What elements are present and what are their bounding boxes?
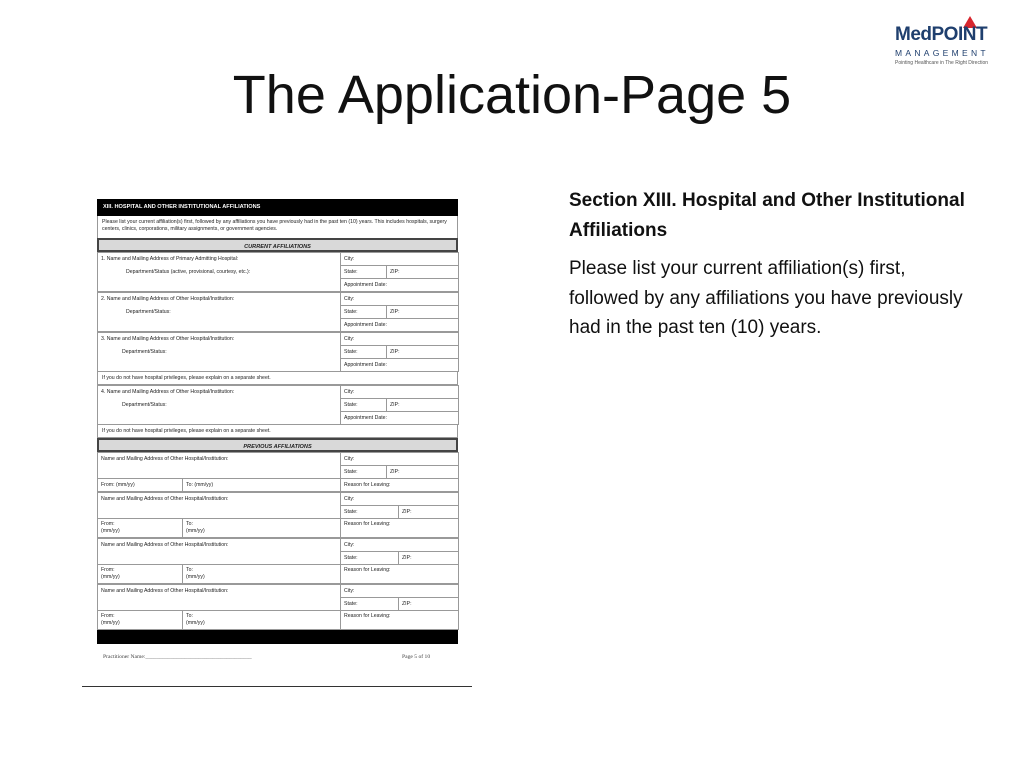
zip-field: ZIP: — [387, 306, 459, 319]
zip-field: ZIP: — [387, 346, 459, 359]
zip-field: ZIP: — [399, 506, 459, 519]
state-field: State: — [341, 506, 399, 519]
logo-brand: MedPOINT — [895, 24, 988, 45]
section-heading: Section XIII. Hospital and Other Institutional Affiliations — [569, 190, 965, 241]
form-footer — [97, 644, 458, 674]
city-field: City: — [341, 386, 459, 399]
appointment-date-field: Appointment Date: — [341, 319, 459, 332]
appointment-date-field: Appointment Date: — [341, 359, 459, 372]
section-body: Please list your current affiliation(s) first, followed by any affiliations you have previously had in the past ten (10) years. — [569, 258, 963, 338]
state-field: State: — [341, 552, 399, 565]
previous-name-label: Name and Mailing Address of Other Hospital/Institution: — [98, 585, 341, 598]
to-field: To: (mm/yy) — [183, 479, 341, 492]
zip-field: ZIP: — [399, 552, 459, 565]
previous-name-label: Name and Mailing Address of Other Hospital/Institution: — [98, 539, 341, 552]
medpoint-logo — [893, 16, 1005, 70]
reason-field: Reason for Leaving: — [341, 611, 459, 630]
previous-name-label: Name and Mailing Address of Other Hospital/Institution: — [98, 453, 341, 466]
form-bottom-rule — [82, 686, 472, 687]
from-field: From: (mm/yy) — [98, 519, 183, 538]
reason-field: Reason for Leaving: — [341, 565, 459, 584]
previous-affiliation-4 — [97, 584, 459, 630]
form-intro: Please list your current affiliation(s) first, followed by any affiliations you have previously had in the past ten (10) years. This includes hospitals, surgery centers, clinics, corporations, military assignments, or government agencies. — [97, 216, 458, 238]
form-section-header: XIII. HOSPITAL AND OTHER INSTITUTIONAL AFFILIATIONS — [97, 199, 458, 216]
previous-affiliation-3 — [97, 538, 459, 584]
affiliation-dept-label: Department/Status: — [98, 399, 341, 412]
current-affiliations-heading: CURRENT AFFILIATIONS — [97, 238, 458, 252]
current-affiliation-4 — [97, 385, 459, 425]
zip-field: ZIP: — [399, 598, 459, 611]
affiliation-name-label: 3. Name and Mailing Address of Other Hospital/Institution: — [98, 333, 341, 346]
state-field: State: — [341, 346, 387, 359]
city-field: City: — [341, 453, 459, 466]
state-field: State: — [341, 466, 387, 479]
current-affiliation-1 — [97, 252, 459, 292]
appointment-date-field: Appointment Date: — [341, 412, 459, 425]
affiliation-name-label: 1. Name and Mailing Address of Primary Admitting Hospital: — [98, 253, 341, 266]
to-field: To: (mm/yy) — [183, 611, 341, 630]
city-field: City: — [341, 539, 459, 552]
city-field: City: — [341, 253, 459, 266]
affiliation-dept-label: Department/Status (active, provisional, courtesy, etc.): — [98, 266, 341, 279]
state-field: State: — [341, 598, 399, 611]
state-field: State: — [341, 266, 387, 279]
affiliation-name-label: 4. Name and Mailing Address of Other Hospital/Institution: — [98, 386, 341, 399]
previous-name-label: Name and Mailing Address of Other Hospital/Institution: — [98, 493, 341, 506]
state-field: State: — [341, 399, 387, 412]
affiliation-dept-label: Department/Status: — [98, 306, 341, 319]
reason-field: Reason for Leaving: — [341, 479, 459, 492]
affiliation-dept-label: Department/Status: — [98, 346, 341, 359]
state-field: State: — [341, 306, 387, 319]
zip-field: ZIP: — [387, 399, 459, 412]
privileges-note: If you do not have hospital privileges, please explain on a separate sheet. — [97, 425, 458, 438]
form-footer-bar — [97, 630, 458, 644]
previous-affiliations-heading: PREVIOUS AFFILIATIONS — [97, 438, 458, 452]
reason-field: Reason for Leaving: — [341, 519, 459, 538]
zip-field: ZIP: — [387, 466, 459, 479]
city-field: City: — [341, 493, 459, 506]
current-affiliation-3 — [97, 332, 459, 372]
logo-tagline: Pointing Healthcare in The Right Direction — [895, 60, 989, 66]
previous-affiliation-2 — [97, 492, 459, 538]
privileges-note: If you do not have hospital privileges, please explain on a separate sheet. — [97, 372, 458, 385]
city-field: City: — [341, 585, 459, 598]
from-field: From: (mm/yy) — [98, 565, 183, 584]
appointment-date-field: Appointment Date: — [341, 279, 459, 292]
page-number: Page 5 of 10 — [402, 654, 431, 660]
logo-management: MANAGEMENT — [895, 48, 989, 58]
previous-affiliation-1 — [97, 452, 459, 492]
zip-field: ZIP: — [387, 266, 459, 279]
to-field: To: (mm/yy) — [183, 565, 341, 584]
slide-title: The Application-Page 5 — [232, 65, 792, 125]
application-form-page — [97, 199, 458, 674]
current-affiliation-2 — [97, 292, 459, 332]
from-field: From: (mm/yy) — [98, 479, 183, 492]
affiliation-name-label: 2. Name and Mailing Address of Other Hospital/Institution: — [98, 293, 341, 306]
from-field: From: (mm/yy) — [98, 611, 183, 630]
city-field: City: — [341, 293, 459, 306]
practitioner-name-line: Practitioner Name:______________________________________ — [103, 654, 252, 660]
to-field: To: (mm/yy) — [183, 519, 341, 538]
city-field: City: — [341, 333, 459, 346]
